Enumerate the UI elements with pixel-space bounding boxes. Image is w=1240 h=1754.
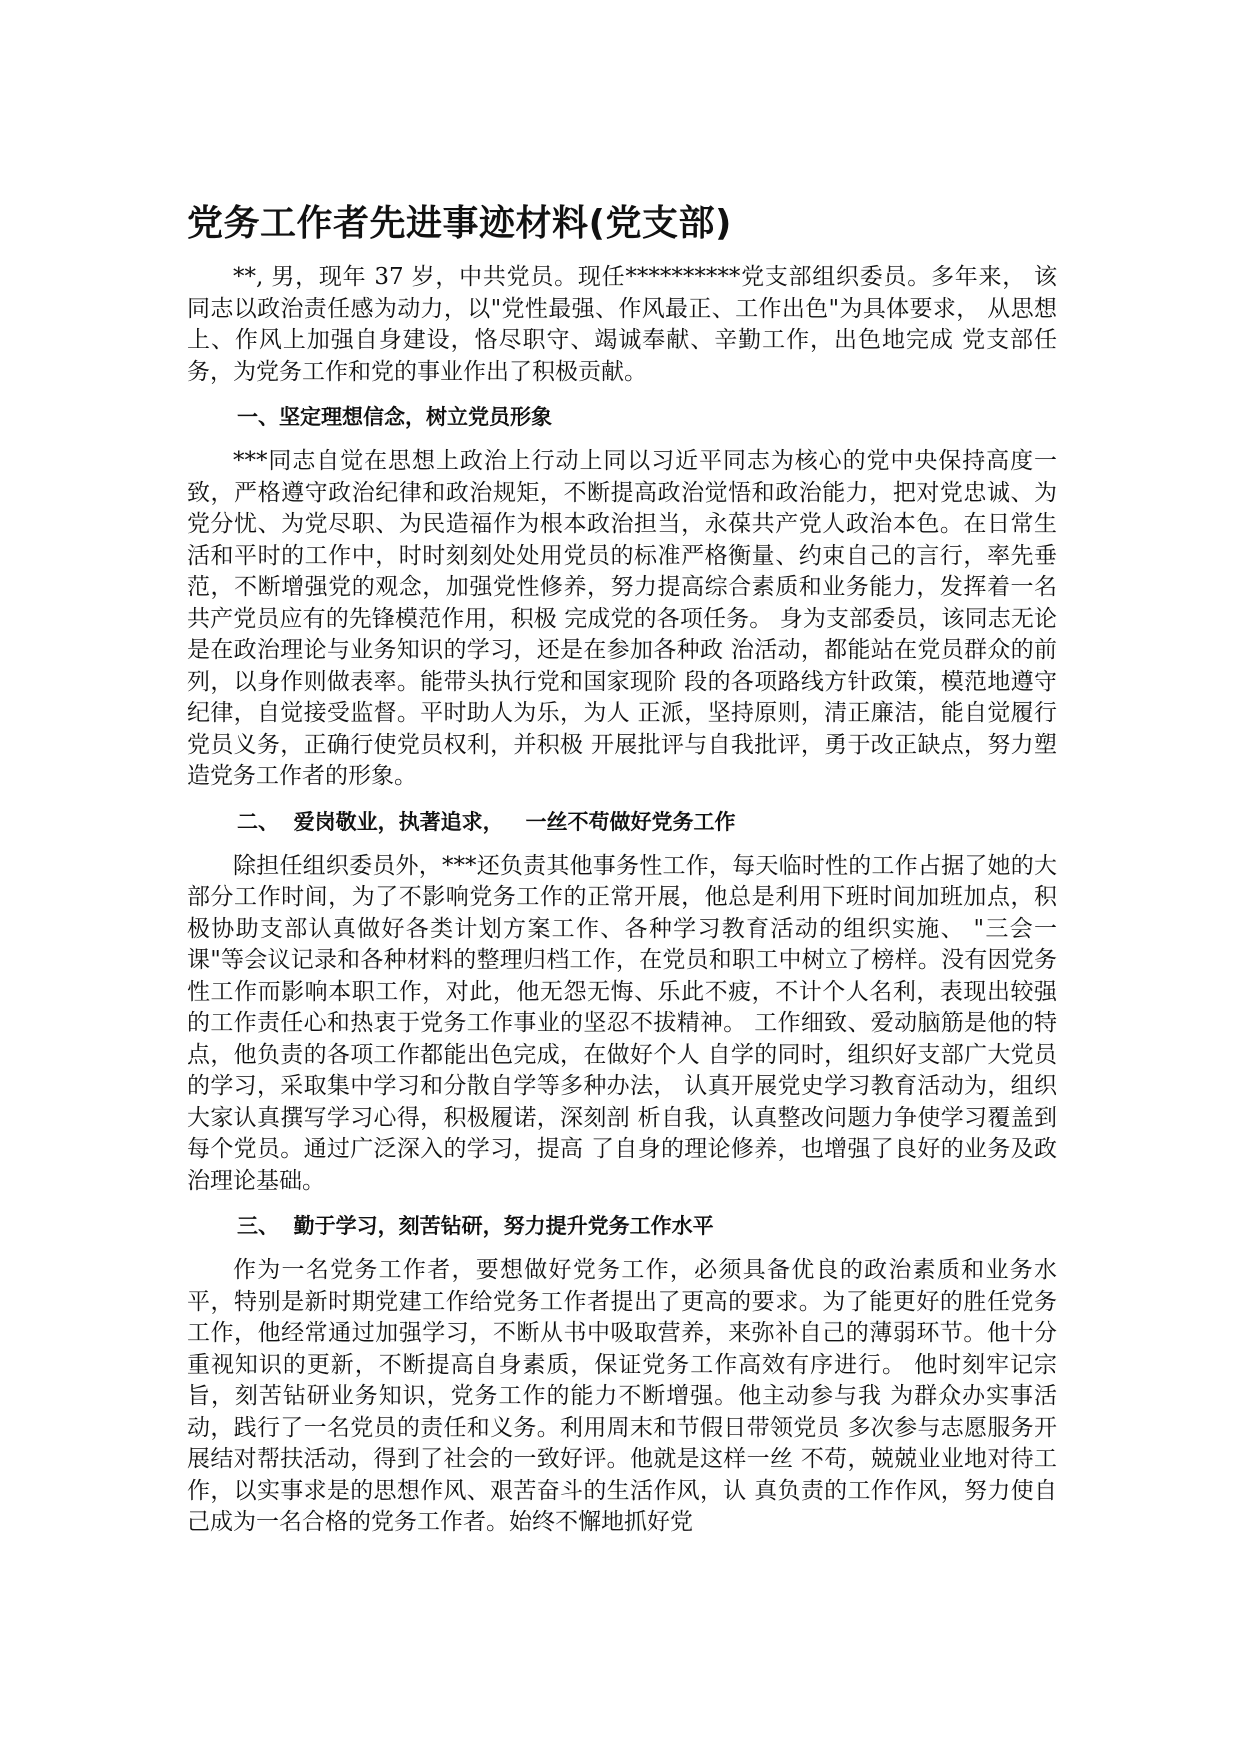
section-3-body: 作为一名党务工作者，要想做好党务工作，必须具备优良的政治素质和业务水平，特别是新时期党建工作给党务工作者提出了更高的要求。为了能更好的胜任党务工作，他经常通过加强学习，不断从书中吸取营养，来弥补自己的薄弱环节。他十分重视知识的更新，不断提高自身素质，保证党务工作高效有序进行。 他时刻牢记宗旨，刻苦钻研业务知识，党务工作的能力不断增强。他主动参与我 为群众办实事活动，践行了一名党员的责任和义务。利用周末和节假日带领党员 多次参与志愿服务开展结对帮扶活动，得到了社会的一致好评。他就是这样一丝 不苟，兢兢业业地对待工作，以实事求是的思想作风、艰苦奋斗的生活作风，认 真负责的工作作风，努力使自己成为一名合格的党务工作者。始终不懈地抓好党	[187, 1257, 1057, 1535]
intro-paragraph: **, 男，现年 37 岁，中共党员。现任**********党支部组织委员。多年来， 该同志以政治责任感为动力，以"党性最强、作风最正、工作出色"为具体要求， 从思想上、作风上加强自身建设，恪尽职守、竭诚奉献、辛勤工作，出色地完成 党支部任务，为党务工作和党的事业作出了积极贡献。	[187, 264, 1057, 385]
section-1-heading: 一、坚定理想信念，树立党员形象	[237, 405, 552, 429]
section-1-body: ***同志自觉在思想上政治上行动上同以习近平同志为核心的党中央保持高度一致，严格遵守政治纪律和政治规矩，不断提高政治觉悟和政治能力，把对党忠诚、为党分忧、为党尽职、为民造福作为根本政治担当，永葆共产党人政治本色。在日常生活和平时的工作中，时时刻刻处处用党员的标准严格衡量、约束自己的言行，率先垂范，不断增强党的观念，加强党性修养，努力提高综合素质和业务能力，发挥着一名共产党员应有的先锋模范作用，积极 完成党的各项任务。 身为支部委员，该同志无论是在政治理论与业务知识的学习，还是在参加各种政 治活动，都能站在党员群众的前列，以身作则做表率。能带头执行党和国家现阶 段的各项路线方针政策，模范地遵守纪律，自觉接受监督。平时助人为乐，为人 正派，坚持原则，清正廉洁，能自觉履行党员义务，正确行使党员权利，并积极 开展批评与自我批评，勇于改正缺点，努力塑造党务工作者的形象。	[187, 448, 1057, 789]
section-2-body: 除担任组织委员外，***还负责其他事务性工作，每天临时性的工作占据了她的大部分工作时间，为了不影响党务工作的正常开展，他总是利用下班时间加班加点，积极协助支部认真做好各类计划方案工作、各种学习教育活动的组织实施、 "三会一课"等会议记录和各种材料的整理归档工作，在党员和职工中树立了榜样。没有因党务性工作而影响本职工作，对此，他无怨无悔、乐此不疲，不计个人名利，表现出较强的工作责任心和热衷于党务工作事业的坚忍不拔精神。 工作细致、爱动脑筋是他的特点，他负责的各项工作都能出色完成，在做好个人 自学的同时，组织好支部广大党员的学习，采取集中学习和分散自学等多种办法， 认真开展党史学习教育活动为，组织大家认真撰写学习心得，积极履诺，深刻剖 析自我，认真整改问题力争使学习覆盖到每个党员。通过广泛深入的学习，提高 了自身的理论修养，也增强了良好的业务及政治理论基础。	[187, 852, 1057, 1194]
section-2-heading: 二、 爱岗敬业，执著追求， 一丝不苟做好党务工作	[237, 809, 736, 834]
section-3-heading: 三、 勤于学习，刻苦钻研，努力提升党务工作水平	[237, 1214, 714, 1238]
document-content	[187, 200, 1057, 1539]
document-title: 党务工作者先进事迹材料(党支部)	[187, 203, 732, 244]
